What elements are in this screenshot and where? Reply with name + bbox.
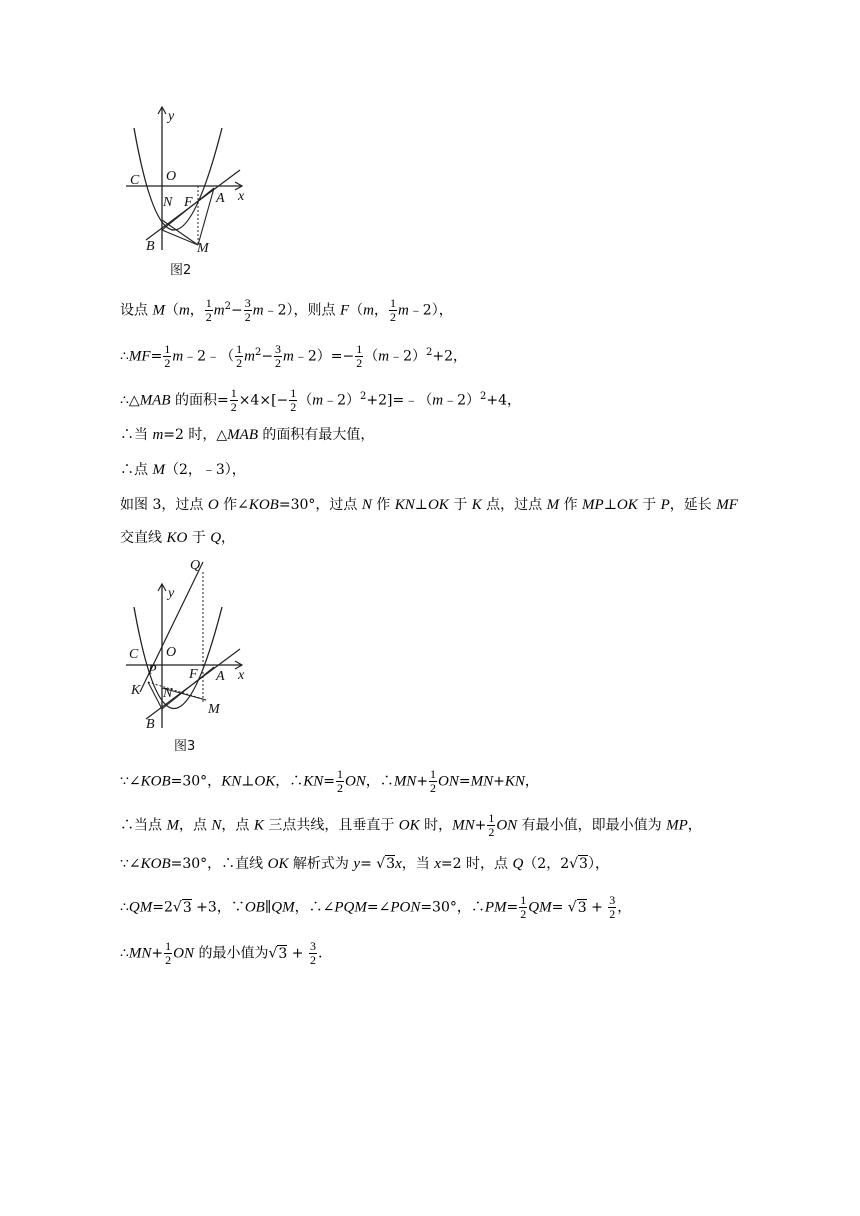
label-b: B — [146, 717, 155, 732]
figure-3 — [118, 552, 258, 757]
label-q: Q — [190, 558, 201, 573]
label-a: A — [216, 191, 225, 206]
text-line-7: 交直线 KO 于 Q， — [120, 530, 236, 546]
label-y: y — [168, 586, 175, 601]
text-line-9: ∴当点 M，点 N，点 K 三点共线，且垂直于 OK 时，MN+ $\frac{1}{2}$ ON 有最小值，即最小值为 MP， — [120, 811, 702, 839]
label-x: x — [238, 668, 245, 683]
label-b: B — [146, 239, 155, 254]
label-f: F — [189, 667, 198, 682]
text-line-2: ∴MF= $\frac{1}{2}$ m﹣2﹣（ $\frac{1}{2}$ $m^2-$ $\frac{3}{2}$ m﹣2）=− $\frac{1}{2}$ （m﹣2）$^2$+2， — [120, 342, 468, 371]
figure-2-diagram — [118, 100, 258, 280]
text-line-6: 如图 3，过点 O 作∠KOB=30°，过点 N 作 KN⊥OK 于 K 点，过点 M 作 MP⊥OK 于 P，延长 MF — [120, 497, 738, 513]
label-p: P — [148, 663, 157, 678]
parabola — [134, 128, 222, 230]
figure-2-caption: 图2 — [170, 263, 192, 278]
label-n: N — [163, 686, 173, 701]
text-line-3: ∴△MAB 的面积= $\frac{1}{2}$ ×4×[− $\frac{1}{2}$ （m﹣2）$^2$+2]=﹣（m﹣2）$^2$+4， — [120, 386, 522, 415]
text-line-8: ∵∠KOB=30°，KN⊥OK，∴KN= $\frac{1}{2}$ ON，∴MN+ $\frac{1}{2}$ ON=MN+KN， — [120, 767, 539, 795]
label-m: M — [197, 241, 209, 256]
figure-3-caption: 图3 — [174, 739, 196, 754]
text-line-5: ∴点 M（2，﹣3）， — [120, 462, 246, 478]
label-o: O — [166, 645, 177, 660]
text-line-12: ∴MN+ $\frac{1}{2}$ ON 的最小值为√3 + $\frac{3}{2}$ . — [120, 939, 323, 967]
figure-3-diagram — [118, 552, 258, 757]
label-k: K — [131, 683, 141, 698]
label-c: C — [130, 173, 140, 188]
figure-2 — [118, 100, 258, 280]
text-line-10: ∵∠KOB=30°，∴直线 OK 解析式为 y= √3x，当 x=2 时，点 Q（2，2√3）， — [120, 856, 609, 872]
label-c: C — [129, 647, 139, 662]
label-x: x — [238, 189, 245, 204]
label-a: A — [216, 669, 225, 684]
parabola — [134, 607, 222, 709]
label-m: M — [208, 702, 220, 717]
text-line-1: 设点 M（m， $\frac{1}{2}$ $m^2-$ $\frac{3}{2}$ m﹣2），则点 F（m， $\frac{1}{2}$ m﹣2）， — [120, 296, 453, 325]
label-o: O — [166, 169, 177, 184]
label-f: F — [184, 195, 193, 210]
text-line-4: ∴当 m=2 时，△MAB 的面积有最大值， — [120, 427, 375, 443]
text-line-11: ∴QM=2√3 +3，∵OB∥QM，∴∠PQM=∠PON=30°，∴PM= $\frac{1}{2}$ QM= √3 + $\frac{3}{2}$ ， — [120, 893, 632, 921]
label-n: N — [163, 195, 173, 210]
label-y: y — [168, 109, 175, 124]
